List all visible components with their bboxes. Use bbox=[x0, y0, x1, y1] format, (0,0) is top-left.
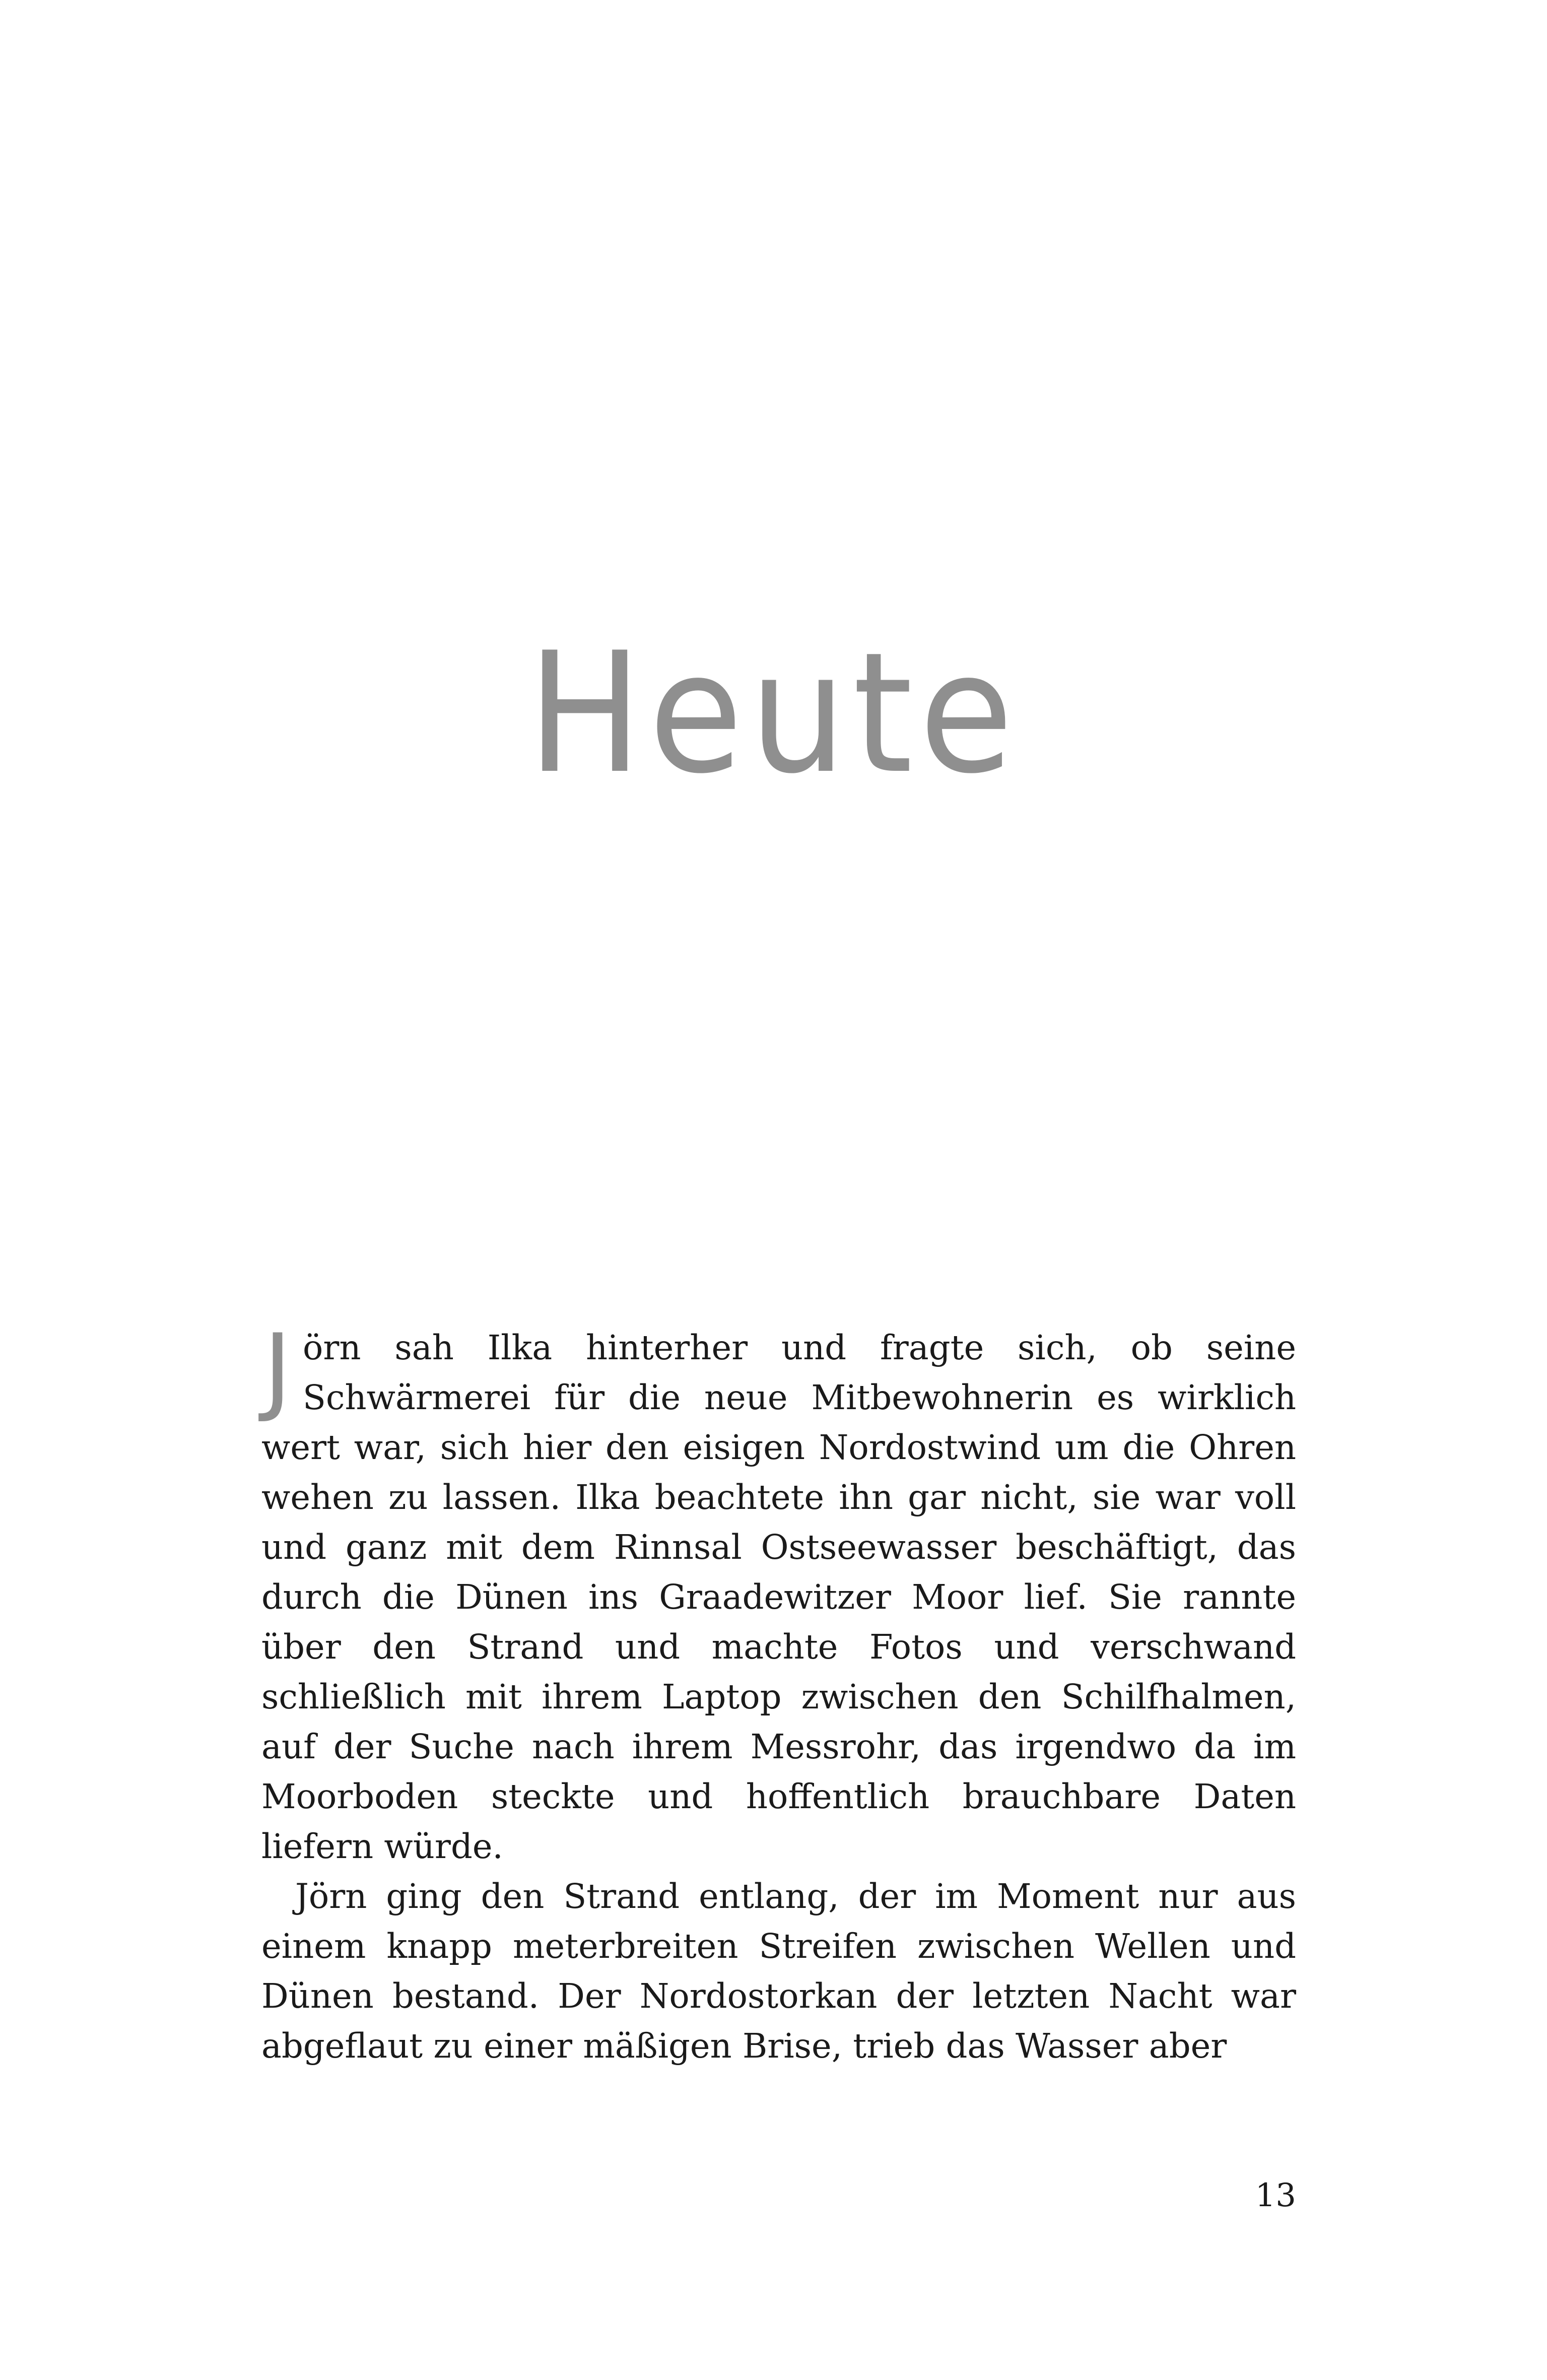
paragraph-1 bbox=[261, 1313, 1296, 1872]
body-text bbox=[261, 1313, 1296, 2071]
paragraph-2: Jörn ging den Strand entlang, der im Moment nur aus einem knapp meterbreiten Streifen zwischen Wellen und Dünen bestand. Der Nordostorkan der letzten Nacht war abgeflaut zu einer mäßigen Brise, trieb das Wasser aber bbox=[261, 1877, 1296, 2066]
chapter-title: Heute bbox=[527, 617, 1020, 811]
page-number: 13 bbox=[1255, 2177, 1296, 2214]
drop-cap: J bbox=[263, 1313, 292, 1425]
paragraph-1-text: örn sah Ilka hinterher und fragte sich, ob seine Schwärmerei für die neue Mitbewohnerin es wirklich wert war, sich hier den eisigen Nordostwind um die Ohren wehen zu lassen. Ilka beachtete ihn gar nicht, sie war voll und ganz mit dem Rinnsal Ostseewasser beschäftigt, das durch die Dünen ins Graadewitzer Moor lief. Sie rannte über den Strand und machte Fotos und verschwand schließlich mit ihrem Laptop zwischen den Schilfhalmen, auf der Suche nach ihrem Messrohr, das irgendwo da im Moorboden steckte und hoffentlich brauchbare Daten liefern würde. bbox=[261, 1328, 1296, 1866]
